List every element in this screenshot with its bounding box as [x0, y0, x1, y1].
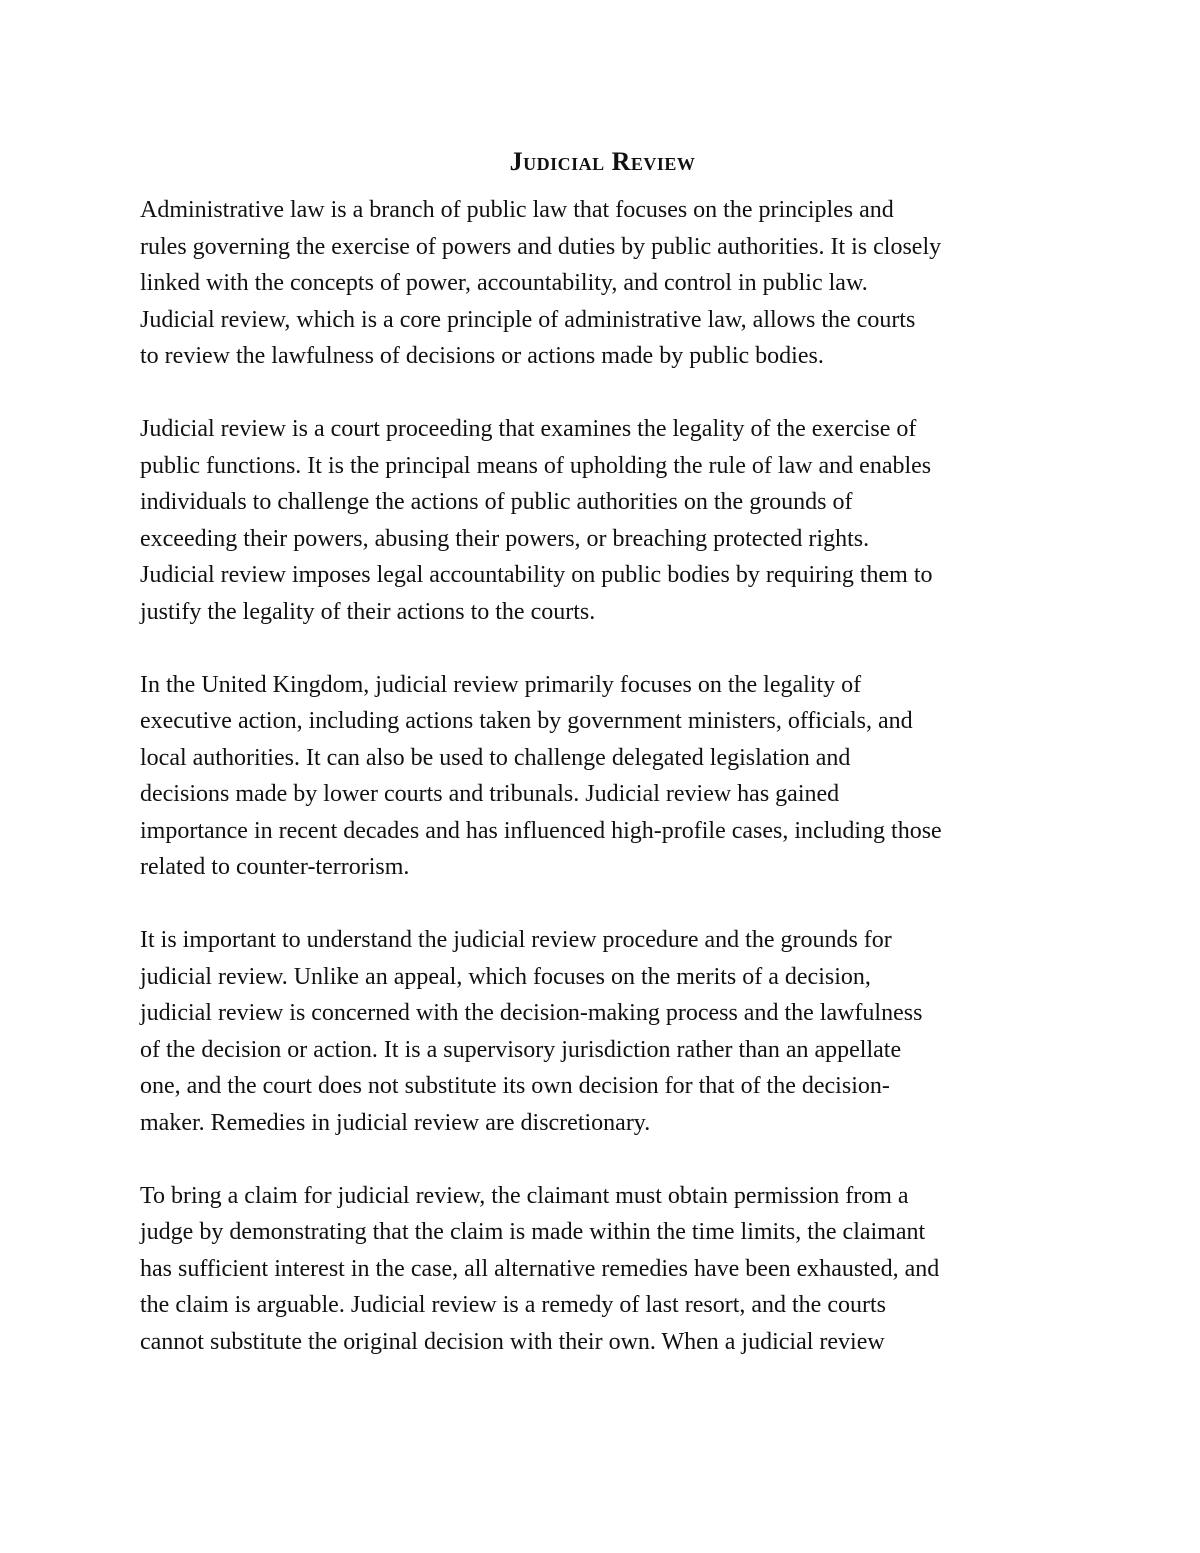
paragraph-line: individuals to challenge the actions of public authorities on the grounds of — [140, 489, 853, 515]
paragraph-line: one, and the court does not substitute its own decision for that of the decision- — [140, 1073, 890, 1099]
paragraph-line: public functions. It is the principal means of upholding the rule of law and enables — [140, 452, 932, 479]
paragraph — [140, 922, 1065, 1141]
paragraph-line: linked with the concepts of power, accountability, and control in public law. — [140, 270, 868, 296]
paragraph-line: importance in recent decades and has influenced high-profile cases, including those — [140, 817, 942, 844]
paragraph-line: Judicial review, which is a core principle of administrative law, allows the courts — [140, 306, 916, 333]
paragraph-line: cannot substitute the original decision with their own. When a judicial review — [140, 1328, 885, 1355]
paragraph-line: To bring a claim for judicial review, the claimant must obtain permission from a — [140, 1182, 909, 1209]
paragraph-line: It is important to understand the judicial review procedure and the grounds for — [140, 927, 892, 953]
paragraph-line: In the United Kingdom, judicial review primarily focuses on the legality of — [140, 671, 862, 698]
paragraph — [140, 411, 1065, 630]
paragraph-line: judicial review. Unlike an appeal, which focuses on the merits of a decision, — [140, 963, 871, 990]
paragraph-list — [140, 192, 1065, 1360]
paragraph — [140, 1178, 1065, 1361]
paragraph-line: has sufficient interest in the case, all alternative remedies have been exhausted, and — [140, 1255, 940, 1282]
paragraph-line: judge by demonstrating that the claim is made within the time limits, the claimant — [140, 1219, 926, 1245]
paragraph-line: of the decision or action. It is a supervisory jurisdiction rather than an appellate — [140, 1036, 902, 1063]
paragraph-line: justify the legality of their actions to the courts. — [140, 598, 596, 625]
paragraph-line: exceeding their powers, abusing their powers, or breaching protected rights. — [140, 525, 870, 552]
paragraph-line: Judicial review is a court proceeding that examines the legality of the exercise of — [140, 416, 917, 442]
paragraph — [140, 667, 1065, 886]
document-body — [140, 140, 1065, 1397]
paragraph-line: judicial review is concerned with the decision-making process and the lawfulness — [140, 1000, 923, 1026]
paragraph-line: to review the lawfulness of decisions or actions made by public bodies. — [140, 343, 824, 369]
paragraph — [140, 192, 1065, 375]
document-title: Judicial Review — [509, 147, 696, 176]
paragraph-line: Administrative law is a branch of public law that focuses on the principles and — [140, 197, 894, 223]
paragraph-line: Judicial review imposes legal accountability on public bodies by requiring them to — [140, 562, 933, 588]
paragraph-line: decisions made by lower courts and tribunals. Judicial review has gained — [140, 781, 840, 807]
paragraph-line: executive action, including actions taken by government ministers, officials, and — [140, 708, 913, 734]
paragraph-line: the claim is arguable. Judicial review is a remedy of last resort, and the courts — [140, 1292, 886, 1318]
paragraph-line: related to counter-terrorism. — [140, 854, 410, 880]
paragraph-line: maker. Remedies in judicial review are discretionary. — [140, 1109, 651, 1136]
paragraph-line: rules governing the exercise of powers and duties by public authorities. It is closely — [140, 233, 942, 260]
paragraph-line: local authorities. It can also be used to challenge delegated legislation and — [140, 744, 851, 771]
